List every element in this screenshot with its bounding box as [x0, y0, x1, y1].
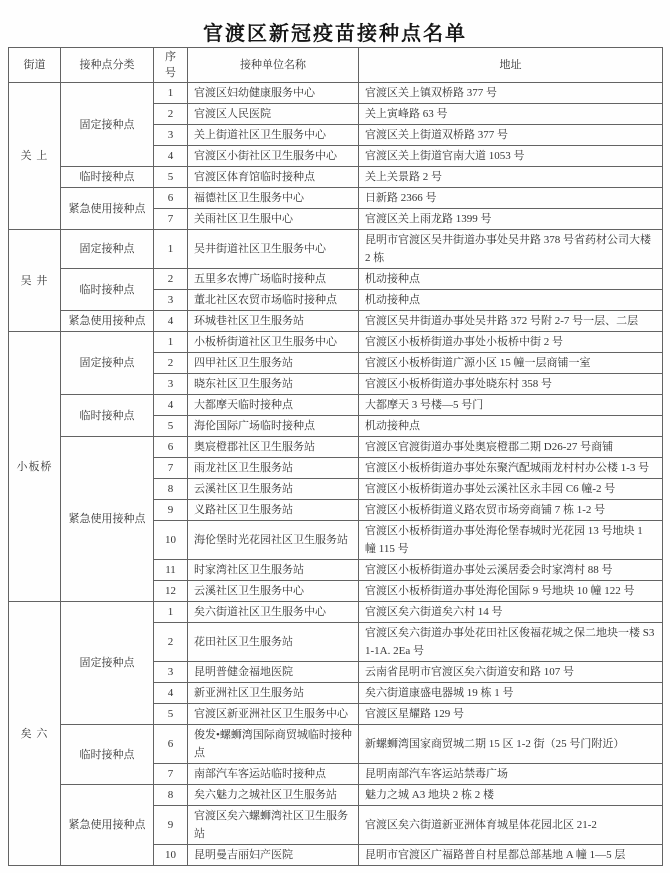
col-header-number — [154, 48, 188, 83]
category-cell: 临时接种点 — [61, 395, 154, 437]
site-address: 官渡区关上街道官南大道 1053 号 — [359, 146, 663, 167]
row-number: 7 — [154, 209, 188, 230]
table-row — [9, 230, 663, 269]
row-number: 4 — [154, 311, 188, 332]
site-name: 福德社区卫生服务中心 — [188, 188, 359, 209]
site-address: 官渡区小板桥街道办事处晓东村 358 号 — [359, 374, 663, 395]
site-name: 义路社区卫生服务站 — [188, 500, 359, 521]
category-cell: 临时接种点 — [61, 269, 154, 311]
site-address: 矣六街道康盛电器城 19 栋 1 号 — [359, 683, 663, 704]
site-address: 官渡区关上街道双桥路 377 号 — [359, 125, 663, 146]
site-name: 奥宸橙郡社区卫生服务站 — [188, 437, 359, 458]
site-name: 官渡区妇幼健康服务中心 — [188, 83, 359, 104]
site-address: 关上寅峰路 63 号 — [359, 104, 663, 125]
row-number: 8 — [154, 785, 188, 806]
site-name: 五里多农博广场临时接种点 — [188, 269, 359, 290]
row-number: 11 — [154, 560, 188, 581]
row-number: 7 — [154, 764, 188, 785]
site-name: 花田社区卫生服务站 — [188, 623, 359, 662]
row-number: 1 — [154, 602, 188, 623]
table-row — [9, 188, 663, 209]
site-address: 官渡区矣六街道矣六村 14 号 — [359, 602, 663, 623]
row-number: 3 — [154, 290, 188, 311]
site-address: 官渡区小板桥街道广源小区 15 幢一层商铺一室 — [359, 353, 663, 374]
site-address: 云南省昆明市官渡区矣六街道安和路 107 号 — [359, 662, 663, 683]
col-header-address: 地址 — [359, 48, 663, 83]
col-header-number-line1: 序 — [165, 51, 176, 63]
street-cell: 小板桥 — [9, 332, 61, 602]
site-name: 小板桥街道社区卫生服务中心 — [188, 332, 359, 353]
table-row — [9, 785, 663, 806]
category-cell: 固定接种点 — [61, 602, 154, 725]
table-header-row — [9, 48, 663, 83]
site-address: 官渡区吴井街道办事处吴井路 372 号附 2-7 号一层、二层 — [359, 311, 663, 332]
street-cell: 吴 井 — [9, 230, 61, 332]
site-address: 魅力之城 A3 地块 2 栋 2 楼 — [359, 785, 663, 806]
site-name: 官渡区人民医院 — [188, 104, 359, 125]
document-title: 官渡区新冠疫苗接种点名单 — [203, 23, 467, 45]
row-number: 1 — [154, 332, 188, 353]
table-row — [9, 332, 663, 353]
table-row — [9, 602, 663, 623]
table-row — [9, 437, 663, 458]
site-name: 矣六街道社区卫生服务中心 — [188, 602, 359, 623]
site-name: 四甲社区卫生服务站 — [188, 353, 359, 374]
table-row — [9, 83, 663, 104]
row-number: 12 — [154, 581, 188, 602]
site-name: 大都摩天临时接种点 — [188, 395, 359, 416]
row-number: 5 — [154, 416, 188, 437]
site-name: 海伦堡时光花园社区卫生服务站 — [188, 521, 359, 560]
site-address: 机动接种点 — [359, 269, 663, 290]
site-address: 官渡区小板桥街道办事处云溪社区永丰园 C6 幢-2 号 — [359, 479, 663, 500]
street-cell: 矣 六 — [9, 602, 61, 866]
site-address: 官渡区小板桥街道办事处云溪居委会时家湾村 88 号 — [359, 560, 663, 581]
site-address: 官渡区小板桥街道办事处海伦堡春城时光花园 13 号地块 1 幢 115 号 — [359, 521, 663, 560]
site-name: 关雨社区卫生服中心 — [188, 209, 359, 230]
site-address: 官渡区星耀路 129 号 — [359, 704, 663, 725]
site-address: 昆明市官渡区吴井街道办事处吴井路 378 号省药材公司大楼 2 栋 — [359, 230, 663, 269]
street-cell: 关 上 — [9, 83, 61, 230]
site-address: 机动接种点 — [359, 290, 663, 311]
col-header-number-line2: 号 — [165, 67, 176, 79]
site-name: 环城巷社区卫生服务站 — [188, 311, 359, 332]
site-name: 晓东社区卫生服务站 — [188, 374, 359, 395]
site-name: 关上街道社区卫生服务中心 — [188, 125, 359, 146]
site-name: 海伦国际广场临时接种点 — [188, 416, 359, 437]
site-address: 大都摩天 3 号楼—5 号门 — [359, 395, 663, 416]
category-cell: 固定接种点 — [61, 332, 154, 395]
site-name: 时家湾社区卫生服务站 — [188, 560, 359, 581]
row-number: 1 — [154, 230, 188, 269]
site-name: 云溪社区卫生服务站 — [188, 479, 359, 500]
site-name: 官渡区新亚洲社区卫生服务中心 — [188, 704, 359, 725]
site-name: 昆明普健金福地医院 — [188, 662, 359, 683]
site-name: 南部汽车客运站临时接种点 — [188, 764, 359, 785]
site-name: 董北社区农贸市场临时接种点 — [188, 290, 359, 311]
site-address: 官渡区小板桥街道办事处海伦国际 9 号地块 10 幢 122 号 — [359, 581, 663, 602]
row-number: 2 — [154, 104, 188, 125]
site-name: 昆明曼吉丽妇产医院 — [188, 845, 359, 866]
site-address: 官渡区关上雨龙路 1399 号 — [359, 209, 663, 230]
site-name: 俊发•螺蛳湾国际商贸城临时接种点 — [188, 725, 359, 764]
table-row — [9, 311, 663, 332]
site-address: 官渡区矣六街道新亚洲体育城星体花园北区 21-2 — [359, 806, 663, 845]
site-address: 官渡区小板桥街道办事处小板桥中街 2 号 — [359, 332, 663, 353]
row-number: 4 — [154, 146, 188, 167]
site-address: 官渡区关上镇双桥路 377 号 — [359, 83, 663, 104]
table-row — [9, 167, 663, 188]
site-address: 官渡区矣六街道办事处花田社区俊福花城之保二地块一楼 S31-1A. 2Ea 号 — [359, 623, 663, 662]
row-number: 3 — [154, 374, 188, 395]
row-number: 6 — [154, 188, 188, 209]
row-number: 9 — [154, 806, 188, 845]
site-address: 机动接种点 — [359, 416, 663, 437]
vaccination-table — [8, 47, 663, 866]
row-number: 2 — [154, 269, 188, 290]
category-cell: 紧急使用接种点 — [61, 311, 154, 332]
site-address: 昆明市官渡区广福路普自村星都总部基地 A 幢 1—5 层 — [359, 845, 663, 866]
row-number: 5 — [154, 704, 188, 725]
site-name: 官渡区矣六螺蛳湾社区卫生服务站 — [188, 806, 359, 845]
row-number: 4 — [154, 395, 188, 416]
site-name: 云溪社区卫生服务中心 — [188, 581, 359, 602]
site-address: 关上关景路 2 号 — [359, 167, 663, 188]
table-row — [9, 269, 663, 290]
site-name: 雨龙社区卫生服务站 — [188, 458, 359, 479]
row-number: 3 — [154, 125, 188, 146]
site-address: 日新路 2366 号 — [359, 188, 663, 209]
row-number: 9 — [154, 500, 188, 521]
row-number: 1 — [154, 83, 188, 104]
category-cell: 固定接种点 — [61, 230, 154, 269]
row-number: 5 — [154, 167, 188, 188]
site-name: 官渡区小街社区卫生服务中心 — [188, 146, 359, 167]
site-address: 昆明南部汽车客运站禁毒广场 — [359, 764, 663, 785]
col-header-site-name: 接种单位名称 — [188, 48, 359, 83]
site-name: 官渡区体育馆临时接种点 — [188, 167, 359, 188]
site-name: 吴井街道社区卫生服务中心 — [188, 230, 359, 269]
row-number: 2 — [154, 623, 188, 662]
category-cell: 临时接种点 — [61, 725, 154, 785]
category-cell: 紧急使用接种点 — [61, 188, 154, 230]
row-number: 6 — [154, 437, 188, 458]
row-number: 8 — [154, 479, 188, 500]
site-address: 官渡区小板桥街道办事处东聚汽配城雨龙村村办公楼 1-3 号 — [359, 458, 663, 479]
row-number: 10 — [154, 845, 188, 866]
row-number: 2 — [154, 353, 188, 374]
col-header-street: 街道 — [9, 48, 61, 83]
row-number: 7 — [154, 458, 188, 479]
col-header-category: 接种点分类 — [61, 48, 154, 83]
row-number: 10 — [154, 521, 188, 560]
site-name: 矣六魅力之城社区卫生服务站 — [188, 785, 359, 806]
site-address: 新螺蛳湾国家商贸城二期 15 区 1-2 街（25 号门附近） — [359, 725, 663, 764]
row-number: 4 — [154, 683, 188, 704]
row-number: 3 — [154, 662, 188, 683]
category-cell: 紧急使用接种点 — [61, 437, 154, 602]
table-row — [9, 725, 663, 764]
site-address: 官渡区小板桥街道义路农贸市场旁商铺 7 栋 1-2 号 — [359, 500, 663, 521]
site-address: 官渡区官渡街道办事处奥宸橙郡二期 D26-27 号商铺 — [359, 437, 663, 458]
category-cell: 固定接种点 — [61, 83, 154, 167]
table-row — [9, 395, 663, 416]
row-number: 6 — [154, 725, 188, 764]
category-cell: 紧急使用接种点 — [61, 785, 154, 866]
site-name: 新亚洲社区卫生服务站 — [188, 683, 359, 704]
category-cell: 临时接种点 — [61, 167, 154, 188]
